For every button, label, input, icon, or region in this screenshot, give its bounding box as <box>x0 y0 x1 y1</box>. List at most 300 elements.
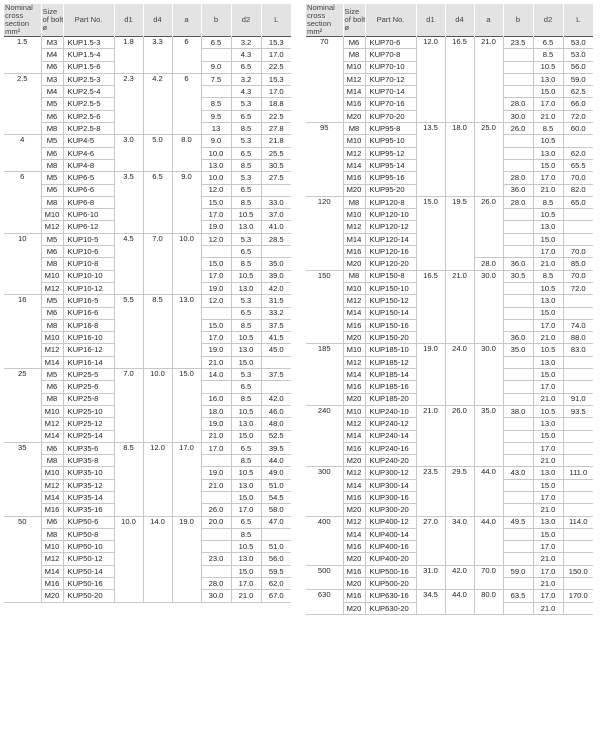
d4-cell: 10.0 <box>143 369 172 443</box>
bolt-size-cell: M10 <box>41 467 63 479</box>
bolt-size-cell: M16 <box>343 590 365 602</box>
header-part-no: Part No. <box>365 4 416 37</box>
l-cell: 31.5 <box>261 295 291 307</box>
part-number-cell: KUP630-20 <box>365 602 416 614</box>
d2-cell: 17.0 <box>231 504 261 516</box>
b-cell: 23.0 <box>201 553 231 565</box>
part-number-cell: KUP25-6 <box>63 381 114 393</box>
part-number-cell: KUP50-14 <box>63 565 114 577</box>
d2-cell: 6.5 <box>231 442 261 454</box>
d2-cell: 13.0 <box>533 147 563 159</box>
b-cell <box>503 61 533 73</box>
l-cell <box>563 307 593 319</box>
bolt-size-cell: M16 <box>343 491 365 503</box>
l-cell: 111.0 <box>563 467 593 479</box>
bolt-size-cell: M6 <box>41 442 63 454</box>
b-cell <box>503 553 533 565</box>
b-cell: 15.0 <box>201 319 231 331</box>
bolt-size-cell: M14 <box>41 356 63 368</box>
bolt-size-cell: M14 <box>41 491 63 503</box>
left-table-body <box>4 37 291 603</box>
table-row <box>306 123 593 135</box>
l-cell: 25.5 <box>261 147 291 159</box>
bolt-size-cell: M14 <box>343 369 365 381</box>
bolt-size-cell: M10 <box>41 405 63 417</box>
part-number-cell: KUP4-8 <box>63 159 114 171</box>
l-cell: 67.0 <box>261 590 291 602</box>
l-cell: 46.0 <box>261 405 291 417</box>
b-cell <box>503 246 533 258</box>
part-number-cell: KUP95-10 <box>365 135 416 147</box>
bolt-size-cell: M14 <box>343 430 365 442</box>
bolt-size-cell: M6 <box>41 246 63 258</box>
d2-cell: 8.5 <box>533 196 563 208</box>
a-cell: 21.0 <box>474 37 503 123</box>
part-number-cell: KUP400-20 <box>365 553 416 565</box>
nominal-cross-section-cell: 70 <box>306 37 343 123</box>
d1-cell: 3.5 <box>114 172 143 233</box>
b-cell: 28.0 <box>503 196 533 208</box>
d2-cell: 6.5 <box>231 307 261 319</box>
bolt-size-cell: M20 <box>343 393 365 405</box>
b-cell: 30.5 <box>503 270 533 282</box>
l-cell <box>563 233 593 245</box>
part-number-cell: KUP150-10 <box>365 282 416 294</box>
l-cell: 48.0 <box>261 418 291 430</box>
part-number-cell: KUP185-16 <box>365 381 416 393</box>
b-cell: 26.0 <box>503 123 533 135</box>
part-number-cell: KUP630-16 <box>365 590 416 602</box>
l-cell: 60.0 <box>563 123 593 135</box>
part-number-cell: KUP300-12 <box>365 467 416 479</box>
d4-cell: 16.5 <box>445 37 474 123</box>
part-number-cell: KUP35-16 <box>63 504 114 516</box>
table-row <box>4 172 291 184</box>
table-row <box>4 295 291 307</box>
a-cell: 9.0 <box>172 172 201 233</box>
b-cell: 63.5 <box>503 590 533 602</box>
part-number-cell: KUP50-8 <box>63 528 114 540</box>
b-cell: 10.0 <box>201 147 231 159</box>
b-cell <box>503 49 533 61</box>
part-number-cell: KUP150-14 <box>365 307 416 319</box>
a-cell: 30.0 <box>474 270 503 344</box>
d2-cell: 4.3 <box>231 86 261 98</box>
b-cell <box>503 528 533 540</box>
l-cell: 15.3 <box>261 73 291 85</box>
b-cell <box>503 307 533 319</box>
l-cell: 72.0 <box>563 110 593 122</box>
bolt-size-cell: M10 <box>41 541 63 553</box>
nominal-cross-section-cell: 1.5 <box>4 37 41 74</box>
d2-cell: 8.5 <box>231 258 261 270</box>
part-number-cell: KUP95-20 <box>365 184 416 196</box>
a-cell: 15.0 <box>172 369 201 443</box>
b-cell <box>503 430 533 442</box>
nominal-cross-section-cell: 630 <box>306 590 343 615</box>
l-cell: 59.0 <box>563 73 593 85</box>
l-cell: 17.0 <box>261 49 291 61</box>
right-spec-table <box>306 4 593 615</box>
l-cell: 30.5 <box>261 159 291 171</box>
b-cell: 13.0 <box>201 159 231 171</box>
d2-cell: 15.0 <box>533 86 563 98</box>
b-cell <box>503 418 533 430</box>
bolt-size-cell: M20 <box>343 332 365 344</box>
d2-cell: 8.5 <box>533 49 563 61</box>
b-cell: 28.0 <box>201 578 231 590</box>
d2-cell: 17.0 <box>533 319 563 331</box>
nominal-cross-section-cell: 16 <box>4 295 41 369</box>
bolt-size-cell: M20 <box>343 184 365 196</box>
d2-cell: 5.3 <box>231 172 261 184</box>
l-cell: 62.5 <box>563 86 593 98</box>
table-row <box>306 590 593 602</box>
part-number-cell: KUP300-16 <box>365 491 416 503</box>
header-l: L <box>563 4 593 37</box>
d2-cell: 10.5 <box>231 405 261 417</box>
d2-cell: 21.0 <box>533 504 563 516</box>
l-cell: 17.0 <box>261 86 291 98</box>
bolt-size-cell: M16 <box>343 541 365 553</box>
header-nominal-cross-section: Nominal cross section mm² <box>4 4 41 37</box>
l-cell: 66.0 <box>563 98 593 110</box>
l-cell <box>563 135 593 147</box>
b-cell: 30.0 <box>201 590 231 602</box>
a-cell: 13.0 <box>172 295 201 369</box>
d2-cell: 13.0 <box>231 418 261 430</box>
d2-cell: 5.3 <box>231 369 261 381</box>
b-cell <box>201 528 231 540</box>
l-cell: 56.0 <box>261 553 291 565</box>
d1-cell: 1.8 <box>114 37 143 74</box>
d2-cell: 4.3 <box>231 49 261 61</box>
part-number-cell: KUP400-14 <box>365 528 416 540</box>
l-cell <box>563 528 593 540</box>
right-table-body <box>306 37 593 615</box>
l-cell <box>563 356 593 368</box>
l-cell: 42.0 <box>261 393 291 405</box>
d2-cell: 21.0 <box>533 258 563 270</box>
bolt-size-cell: M8 <box>343 49 365 61</box>
part-number-cell: KUP25-8 <box>63 393 114 405</box>
b-cell: 21.0 <box>201 430 231 442</box>
bolt-size-cell: M8 <box>41 258 63 270</box>
header-d2: d2 <box>231 4 261 37</box>
header-d2: d2 <box>533 4 563 37</box>
l-cell <box>563 541 593 553</box>
b-cell <box>503 135 533 147</box>
table-row <box>4 369 291 381</box>
nominal-cross-section-cell: 2.5 <box>4 73 41 134</box>
l-cell: 114.0 <box>563 516 593 528</box>
d1-cell: 7.0 <box>114 369 143 443</box>
d2-cell: 21.0 <box>231 590 261 602</box>
d2-cell: 13.0 <box>231 553 261 565</box>
d2-cell: 17.0 <box>533 172 563 184</box>
b-cell <box>503 356 533 368</box>
b-cell: 8.5 <box>201 98 231 110</box>
part-number-cell: KUP120-14 <box>365 233 416 245</box>
d2-cell: 17.0 <box>533 98 563 110</box>
d1-cell: 8.5 <box>114 442 143 516</box>
b-cell: 36.0 <box>503 258 533 270</box>
b-cell: 16.0 <box>201 393 231 405</box>
d2-cell: 17.0 <box>533 541 563 553</box>
d1-cell: 4.5 <box>114 233 143 294</box>
d2-cell: 21.0 <box>533 455 563 467</box>
d4-cell: 42.0 <box>445 565 474 590</box>
nominal-cross-section-cell: 500 <box>306 565 343 590</box>
d2-cell: 21.0 <box>533 393 563 405</box>
l-cell <box>261 184 291 196</box>
d2-cell: 13.0 <box>231 221 261 233</box>
nominal-cross-section-cell: 35 <box>4 442 41 516</box>
l-cell <box>563 578 593 590</box>
part-number-cell: KUP400-16 <box>365 541 416 553</box>
d2-cell: 13.0 <box>231 479 261 491</box>
d4-cell: 7.0 <box>143 233 172 294</box>
nominal-cross-section-cell: 50 <box>4 516 41 602</box>
b-cell <box>503 369 533 381</box>
bolt-size-cell: M12 <box>343 356 365 368</box>
l-cell: 62.0 <box>563 147 593 159</box>
bolt-size-cell: M3 <box>41 73 63 85</box>
bolt-size-cell: M12 <box>41 282 63 294</box>
part-number-cell: KUP6-10 <box>63 209 114 221</box>
part-number-cell: KUP50-12 <box>63 553 114 565</box>
bolt-size-cell: M10 <box>343 209 365 221</box>
part-number-cell: KUP95-14 <box>365 159 416 171</box>
bolt-size-cell: M8 <box>343 270 365 282</box>
d1-cell: 27.0 <box>416 516 445 565</box>
d2-cell: 15.0 <box>533 479 563 491</box>
l-cell <box>563 504 593 516</box>
l-cell <box>563 430 593 442</box>
table-header-row <box>306 4 593 37</box>
part-number-cell: KUP50-6 <box>63 516 114 528</box>
part-number-cell: KUP35-10 <box>63 467 114 479</box>
b-cell: 17.0 <box>201 442 231 454</box>
d2-cell: 8.5 <box>533 123 563 135</box>
l-cell: 91.0 <box>563 393 593 405</box>
b-cell: 19.0 <box>201 467 231 479</box>
part-number-cell: KUP2.5-8 <box>63 123 114 135</box>
l-cell: 74.0 <box>563 319 593 331</box>
l-cell: 58.0 <box>261 504 291 516</box>
part-number-cell: KUP10-12 <box>63 282 114 294</box>
bolt-size-cell: M8 <box>41 123 63 135</box>
d1-cell: 15.0 <box>416 196 445 270</box>
l-cell <box>563 602 593 614</box>
header-a: a <box>172 4 201 37</box>
l-cell <box>563 369 593 381</box>
part-number-cell: KUP1.5-6 <box>63 61 114 73</box>
a-cell: 25.0 <box>474 123 503 197</box>
d2-cell: 13.0 <box>533 418 563 430</box>
d2-cell: 10.5 <box>533 209 563 221</box>
bolt-size-cell: M16 <box>41 578 63 590</box>
l-cell: 150.0 <box>563 565 593 577</box>
l-cell <box>563 381 593 393</box>
l-cell: 88.0 <box>563 332 593 344</box>
b-cell: 17.0 <box>201 332 231 344</box>
d2-cell: 15.0 <box>231 565 261 577</box>
d2-cell: 10.5 <box>231 209 261 221</box>
d2-cell: 17.0 <box>533 491 563 503</box>
b-cell: 13 <box>201 123 231 135</box>
b-cell <box>503 479 533 491</box>
d2-cell: 17.0 <box>231 578 261 590</box>
b-cell: 36.0 <box>503 332 533 344</box>
bolt-size-cell: M8 <box>41 159 63 171</box>
bolt-size-cell: M10 <box>41 332 63 344</box>
table-row <box>4 233 291 245</box>
b-cell <box>503 381 533 393</box>
bolt-size-cell: M6 <box>41 184 63 196</box>
bolt-size-cell: M8 <box>41 455 63 467</box>
d2-cell: 5.3 <box>231 233 261 245</box>
bolt-size-cell: M5 <box>41 98 63 110</box>
bolt-size-cell: M5 <box>41 135 63 147</box>
l-cell: 22.5 <box>261 61 291 73</box>
b-cell: 19.0 <box>201 344 231 356</box>
bolt-size-cell: M10 <box>343 135 365 147</box>
b-cell <box>503 578 533 590</box>
l-cell <box>563 418 593 430</box>
part-number-cell: KUP150-8 <box>365 270 416 282</box>
table-row <box>306 37 593 49</box>
d4-cell: 44.0 <box>445 590 474 615</box>
d2-cell: 15.0 <box>533 159 563 171</box>
d2-cell: 6.5 <box>231 381 261 393</box>
header-d4: d4 <box>143 4 172 37</box>
b-cell <box>503 491 533 503</box>
bolt-size-cell: M8 <box>41 319 63 331</box>
part-number-cell: KUP120-8 <box>365 196 416 208</box>
d2-cell: 6.5 <box>231 184 261 196</box>
b-cell <box>503 233 533 245</box>
table-row <box>4 442 291 454</box>
d2-cell: 5.3 <box>231 98 261 110</box>
b-cell: 59.0 <box>503 565 533 577</box>
l-cell: 28.5 <box>261 233 291 245</box>
l-cell: 59.5 <box>261 565 291 577</box>
header-b: b <box>503 4 533 37</box>
b-cell: 12.0 <box>201 184 231 196</box>
bolt-size-cell: M16 <box>41 504 63 516</box>
part-number-cell: KUP10-5 <box>63 233 114 245</box>
bolt-size-cell: M12 <box>343 516 365 528</box>
part-number-cell: KUP70-20 <box>365 110 416 122</box>
l-cell: 41.0 <box>261 221 291 233</box>
bolt-size-cell: M12 <box>343 73 365 85</box>
part-number-cell: KUP120-10 <box>365 209 416 221</box>
header-bolt-size: Size of bolt ø <box>343 4 365 37</box>
d2-cell: 21.0 <box>533 110 563 122</box>
bolt-size-cell: M12 <box>343 147 365 159</box>
bolt-size-cell: M4 <box>41 86 63 98</box>
l-cell <box>563 221 593 233</box>
header-nominal-cross-section: Nominal cross section mm² <box>306 4 343 37</box>
part-number-cell: KUP4-5 <box>63 135 114 147</box>
d2-cell: 21.0 <box>533 602 563 614</box>
nominal-cross-section-cell: 25 <box>4 369 41 443</box>
part-number-cell: KUP70-16 <box>365 98 416 110</box>
l-cell <box>563 553 593 565</box>
l-cell: 82.0 <box>563 184 593 196</box>
d2-cell: 13.0 <box>533 221 563 233</box>
b-cell <box>503 73 533 85</box>
part-number-cell: KUP16-10 <box>63 332 114 344</box>
d4-cell: 8.5 <box>143 295 172 369</box>
d2-cell: 21.0 <box>533 332 563 344</box>
d2-cell: 10.5 <box>231 467 261 479</box>
part-number-cell: KUP25-12 <box>63 418 114 430</box>
table-row <box>306 270 593 282</box>
part-number-cell: KUP185-14 <box>365 369 416 381</box>
part-number-cell: KUP2.5-3 <box>63 73 114 85</box>
header-a: a <box>474 4 503 37</box>
d2-cell: 3.2 <box>231 73 261 85</box>
b-cell: 19.0 <box>201 282 231 294</box>
b-cell <box>503 455 533 467</box>
d2-cell: 6.5 <box>231 516 261 528</box>
b-cell <box>503 86 533 98</box>
d2-cell: 10.5 <box>231 270 261 282</box>
part-number-cell: KUP10-10 <box>63 270 114 282</box>
d1-cell: 19.0 <box>416 344 445 405</box>
part-number-cell: KUP35-14 <box>63 491 114 503</box>
b-cell <box>503 221 533 233</box>
l-cell: 37.5 <box>261 319 291 331</box>
d2-cell: 10.5 <box>533 344 563 356</box>
part-number-cell: KUP185-12 <box>365 356 416 368</box>
header-d1: d1 <box>114 4 143 37</box>
bolt-size-cell: M12 <box>343 467 365 479</box>
part-number-cell: KUP500-20 <box>365 578 416 590</box>
l-cell: 18.8 <box>261 98 291 110</box>
bolt-size-cell: M10 <box>343 61 365 73</box>
bolt-size-cell: M12 <box>343 418 365 430</box>
bolt-size-cell: M12 <box>41 418 63 430</box>
bolt-size-cell: M14 <box>343 528 365 540</box>
bolt-size-cell: M3 <box>41 37 63 49</box>
l-cell <box>563 491 593 503</box>
part-number-cell: KUP300-20 <box>365 504 416 516</box>
b-cell <box>503 442 533 454</box>
b-cell: 15.0 <box>201 196 231 208</box>
bolt-size-cell: M12 <box>343 295 365 307</box>
d4-cell: 21.0 <box>445 270 474 344</box>
b-cell <box>201 491 231 503</box>
l-cell: 170.0 <box>563 590 593 602</box>
d4-cell: 5.0 <box>143 135 172 172</box>
l-cell: 47.0 <box>261 516 291 528</box>
d2-cell: 10.5 <box>533 282 563 294</box>
nominal-cross-section-cell: 4 <box>4 135 41 172</box>
l-cell: 39.0 <box>261 270 291 282</box>
part-number-cell: KUP2.5-4 <box>63 86 114 98</box>
d4-cell: 3.3 <box>143 37 172 74</box>
bolt-size-cell: M8 <box>343 123 365 135</box>
l-cell: 56.0 <box>563 61 593 73</box>
d2-cell: 10.5 <box>533 135 563 147</box>
bolt-size-cell: M20 <box>343 110 365 122</box>
l-cell: 54.5 <box>261 491 291 503</box>
l-cell: 42.0 <box>261 282 291 294</box>
d2-cell: 15.0 <box>231 430 261 442</box>
